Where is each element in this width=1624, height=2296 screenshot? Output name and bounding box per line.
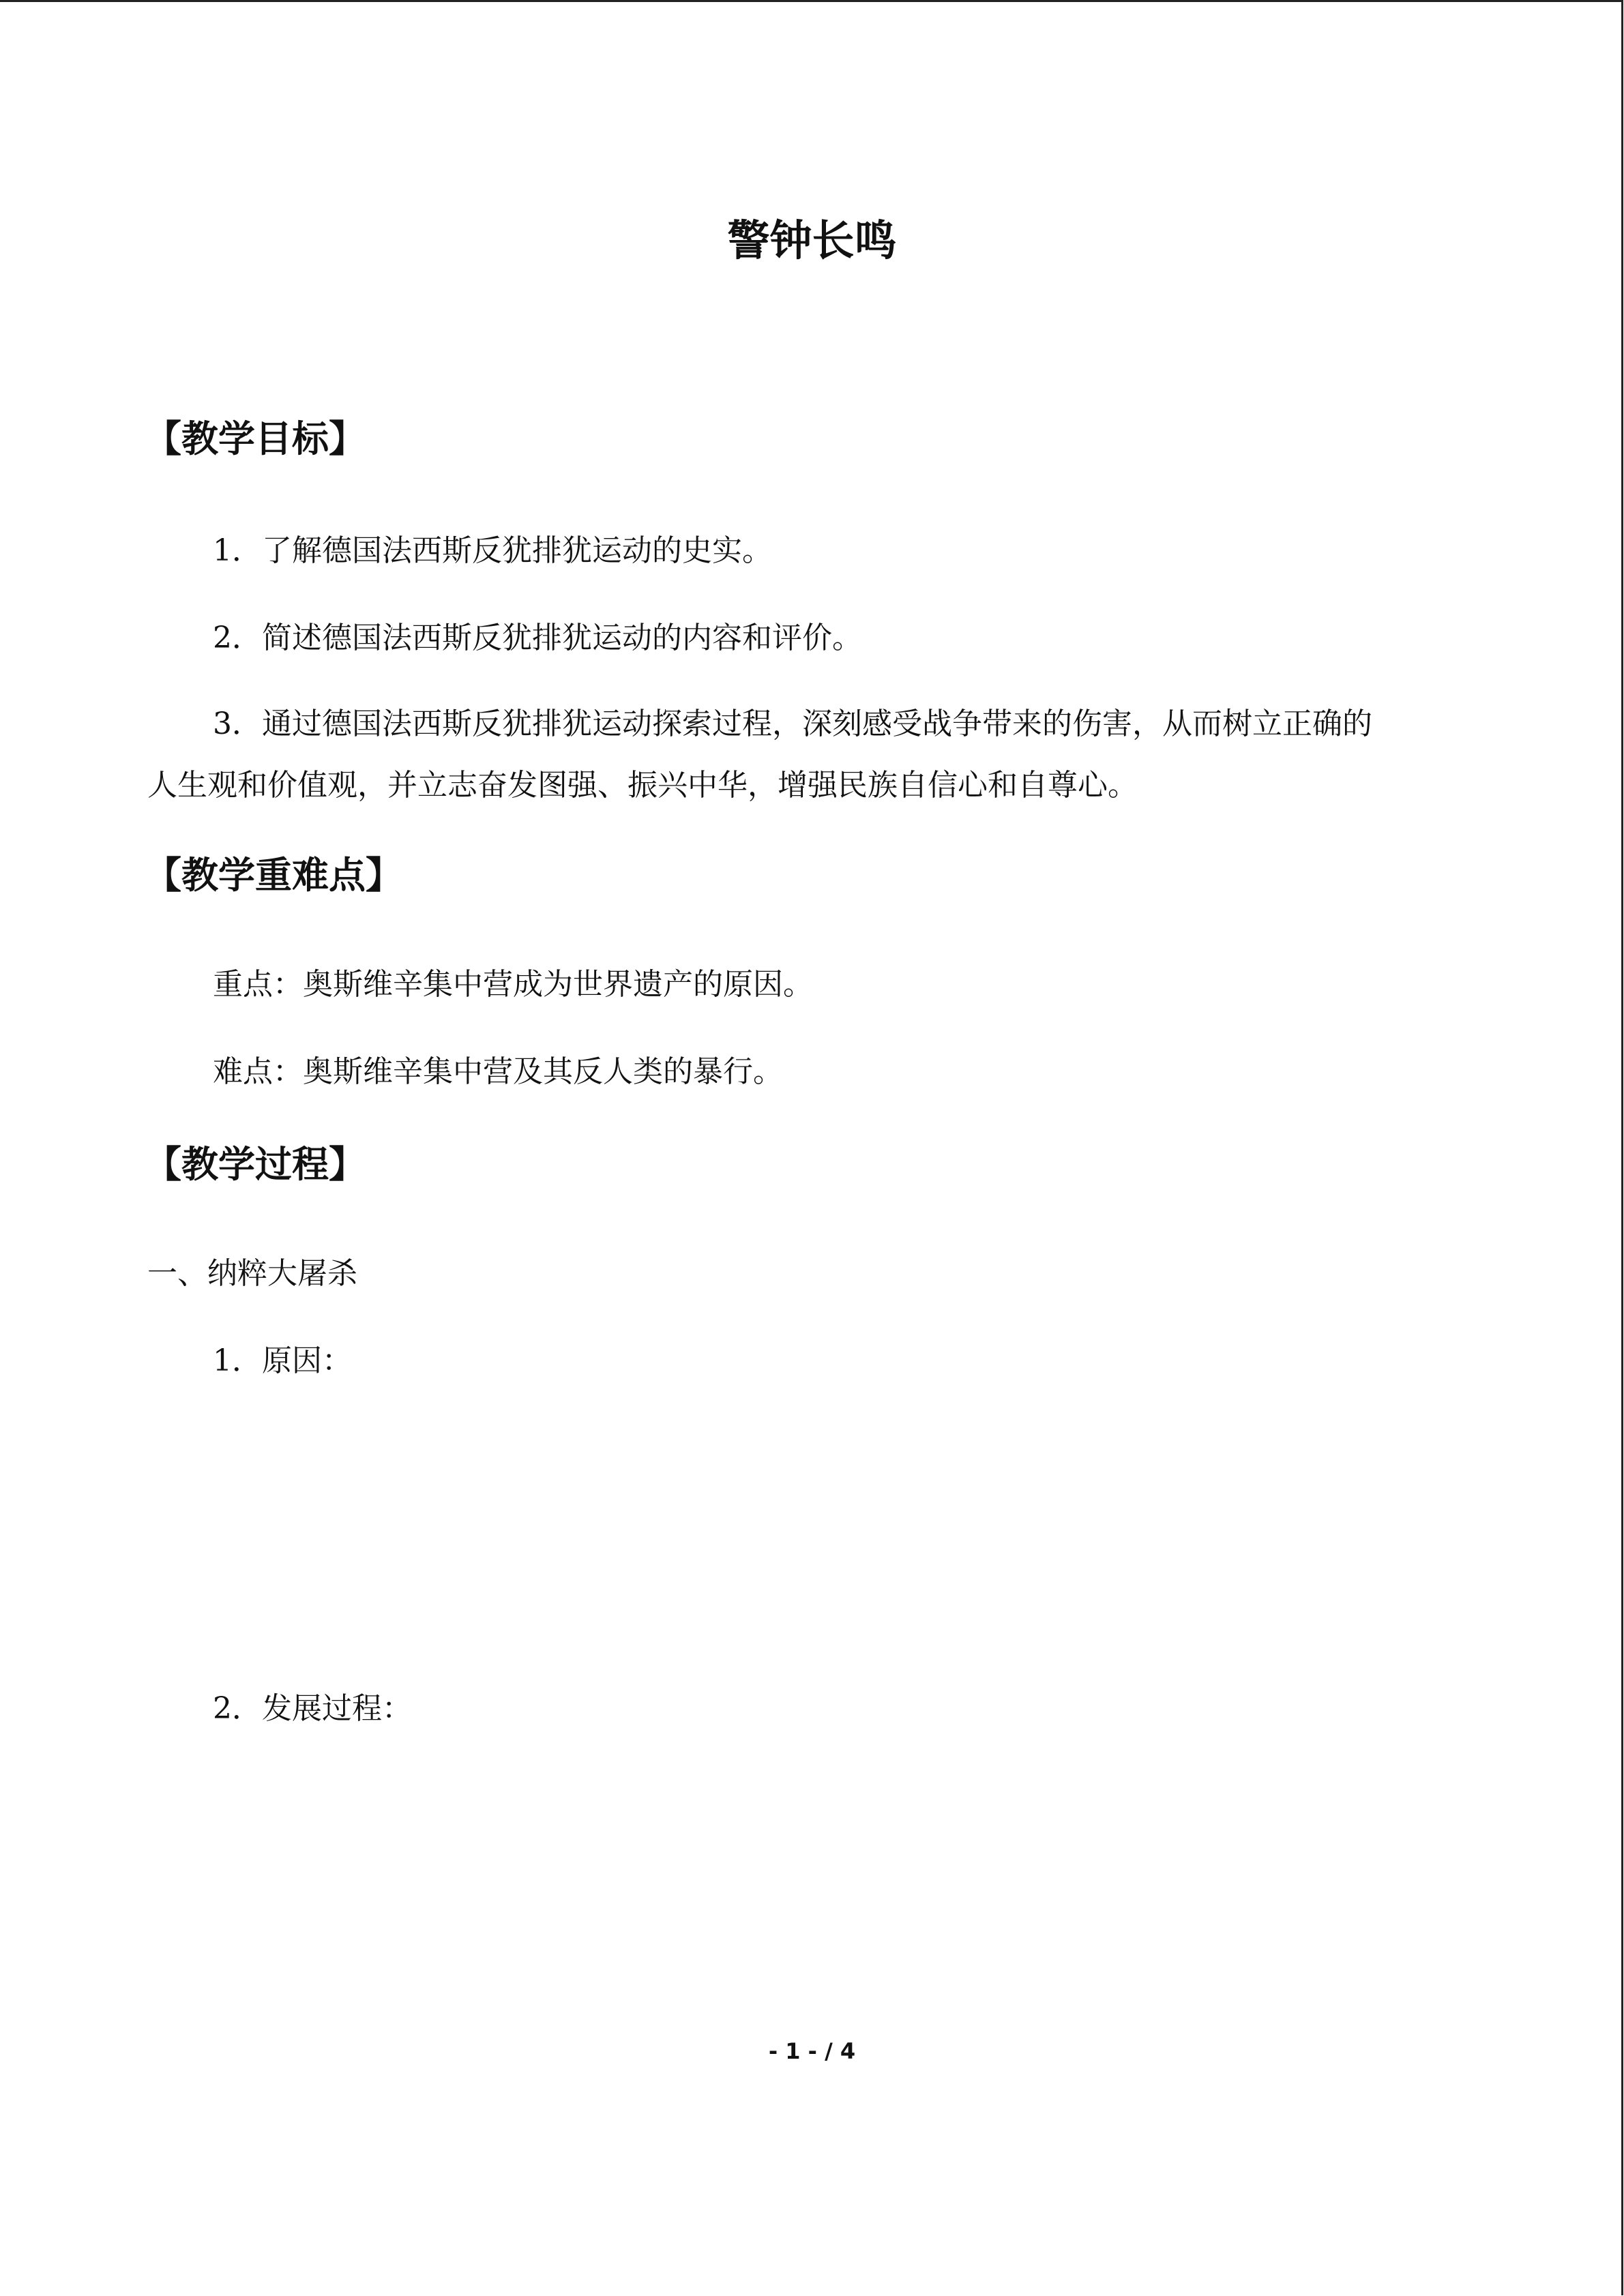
objective-item-3-line-1: 3．通过德国法西斯反犹排犹运动探索过程，深刻感受战争带来的伤害，从而树立正确的 <box>213 706 1372 741</box>
document-title: 警钟长鸣 <box>727 215 897 265</box>
process-part-1-item-1: 1．原因： <box>213 1343 352 1378</box>
key-point: 重点：奥斯维辛集中营成为世界遗产的原因。 <box>213 967 813 1002</box>
heading-objectives: 【教学目标】 <box>145 417 366 460</box>
objective-item-2: 2．简述德国法西斯反犹排犹运动的内容和评价。 <box>213 621 862 655</box>
page-number: - 1 - / 4 <box>768 2038 856 2064</box>
difficulty-point: 难点：奥斯维辛集中营及其反人类的暴行。 <box>213 1054 783 1089</box>
process-part-1: 一、纳粹大屠杀 <box>147 1256 357 1291</box>
heading-key-points: 【教学重难点】 <box>145 854 402 897</box>
heading-process: 【教学过程】 <box>145 1143 366 1186</box>
objective-item-1: 1．了解德国法西斯反犹排犹运动的史实。 <box>213 533 772 568</box>
process-part-1-item-2: 2．发展过程： <box>213 1691 412 1726</box>
objective-item-3-line-2: 人生观和价值观，并立志奋发图强、振兴中华，增强民族自信心和自尊心。 <box>147 768 1138 803</box>
